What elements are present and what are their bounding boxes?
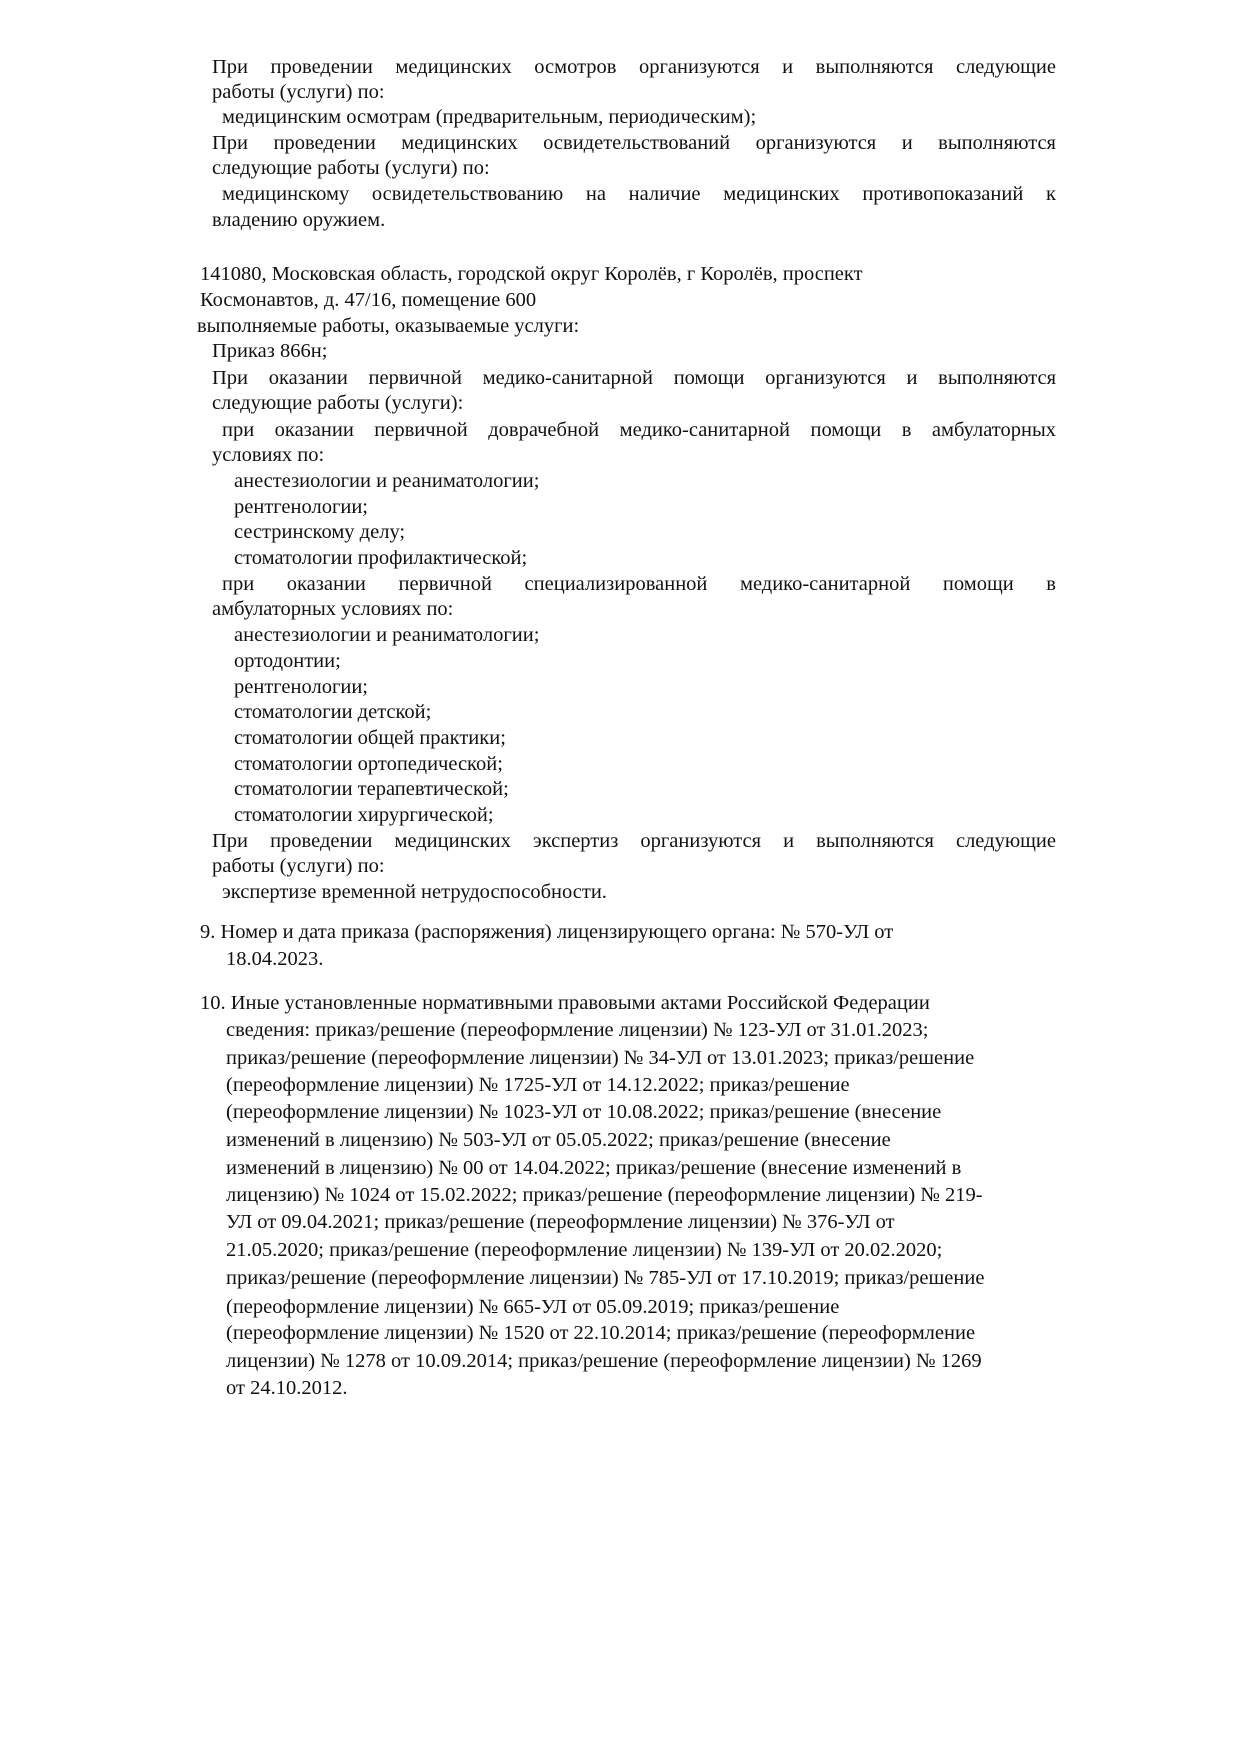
text-line: При проведении медицинских экспертиз организуются и выполняются следующие	[212, 830, 1056, 852]
text-line: приказ/решение (переоформление лицензии) № 785-УЛ от 17.10.2019; приказ/решение	[226, 1267, 985, 1289]
text-line: лицензии) № 1278 от 10.09.2014; приказ/решение (переоформление лицензии) № 1269	[226, 1350, 982, 1372]
text-line: приказ/решение (переоформление лицензии) № 34-УЛ от 13.01.2023; приказ/решение	[226, 1047, 975, 1069]
text-line: следующие работы (услуги):	[212, 392, 464, 414]
text-line: 21.05.2020; приказ/решение (переоформление лицензии) № 139-УЛ от 20.02.2020;	[226, 1239, 943, 1261]
text-line: лицензию) № 1024 от 15.02.2022; приказ/решение (переоформление лицензии) № 219-	[226, 1184, 983, 1206]
text-line: сведения: приказ/решение (переоформление лицензии) № 123-УЛ от 31.01.2023;	[226, 1019, 929, 1041]
text-line: Приказ 866н;	[212, 340, 328, 362]
text-line: стоматологии терапевтической;	[234, 778, 509, 800]
text-line: стоматологии общей практики;	[234, 727, 506, 749]
text-line: Космонавтов, д. 47/16, помещение 600	[200, 289, 537, 311]
text-line: 9. Номер и дата приказа (распоряжения) лицензирующего органа: № 570-УЛ от	[200, 921, 894, 943]
text-line: 10. Иные установленные нормативными правовыми актами Российской Федерации	[200, 992, 930, 1014]
text-line: выполняемые работы, оказываемые услуги:	[197, 315, 580, 337]
text-line: при оказании первичной доврачебной медико-санитарной помощи в амбулаторных	[222, 419, 1056, 441]
text-line: сестринскому делу;	[234, 521, 406, 543]
text-line: 18.04.2023.	[226, 948, 324, 970]
text-line: (переоформление лицензии) № 1725-УЛ от 14.12.2022; приказ/решение	[226, 1074, 850, 1096]
text-line: При оказании первичной медико-санитарной помощи организуются и выполняются	[212, 367, 1056, 389]
text-line: работы (услуги) по:	[212, 81, 385, 103]
text-line: экспертизе временной нетрудоспособности.	[222, 881, 607, 903]
text-line: работы (услуги) по:	[212, 855, 385, 877]
text-line: медицинскому освидетельствованию на наличие медицинских противопоказаний к	[222, 183, 1056, 205]
text-line: изменений в лицензию) № 00 от 14.04.2022; приказ/решение (внесение изменений в	[226, 1157, 962, 1179]
text-line: рентгенологии;	[234, 496, 368, 518]
text-line: При проведении медицинских освидетельствований организуются и выполняются	[212, 132, 1056, 154]
text-line: медицинским осмотрам (предварительным, периодическим);	[222, 106, 757, 128]
text-line: владению оружием.	[212, 209, 386, 231]
text-line: УЛ от 09.04.2021; приказ/решение (переоформление лицензии) № 376-УЛ от	[226, 1211, 895, 1233]
text-line: стоматологии детской;	[234, 701, 432, 723]
text-line: следующие работы (услуги) по:	[212, 157, 490, 179]
text-line: стоматологии ортопедической;	[234, 753, 503, 775]
text-line: изменений в лицензию) № 503-УЛ от 05.05.2022; приказ/решение (внесение	[226, 1129, 891, 1151]
text-line: (переоформление лицензии) № 665-УЛ от 05.09.2019; приказ/решение	[226, 1296, 840, 1318]
text-line: ортодонтии;	[234, 650, 341, 672]
text-line: стоматологии профилактической;	[234, 547, 528, 569]
text-line: условиях по:	[212, 444, 325, 466]
text-line: рентгенологии;	[234, 676, 368, 698]
text-line: При проведении медицинских осмотров организуются и выполняются следующие	[212, 56, 1056, 78]
text-line: при оказании первичной специализированной медико-санитарной помощи в	[222, 573, 1056, 595]
text-line: анестезиологии и реаниматологии;	[234, 470, 540, 492]
text-line: (переоформление лицензии) № 1520 от 22.10.2014; приказ/решение (переоформление	[226, 1322, 976, 1344]
text-line: стоматологии хирургической;	[234, 804, 494, 826]
text-line: от 24.10.2012.	[226, 1377, 348, 1399]
text-line: (переоформление лицензии) № 1023-УЛ от 10.08.2022; приказ/решение (внесение	[226, 1101, 942, 1123]
text-line: 141080, Московская область, городской округ Королёв, г Королёв, проспект	[200, 263, 863, 285]
text-line: амбулаторных условиях по:	[212, 598, 454, 620]
text-line: анестезиологии и реаниматологии;	[234, 624, 540, 646]
